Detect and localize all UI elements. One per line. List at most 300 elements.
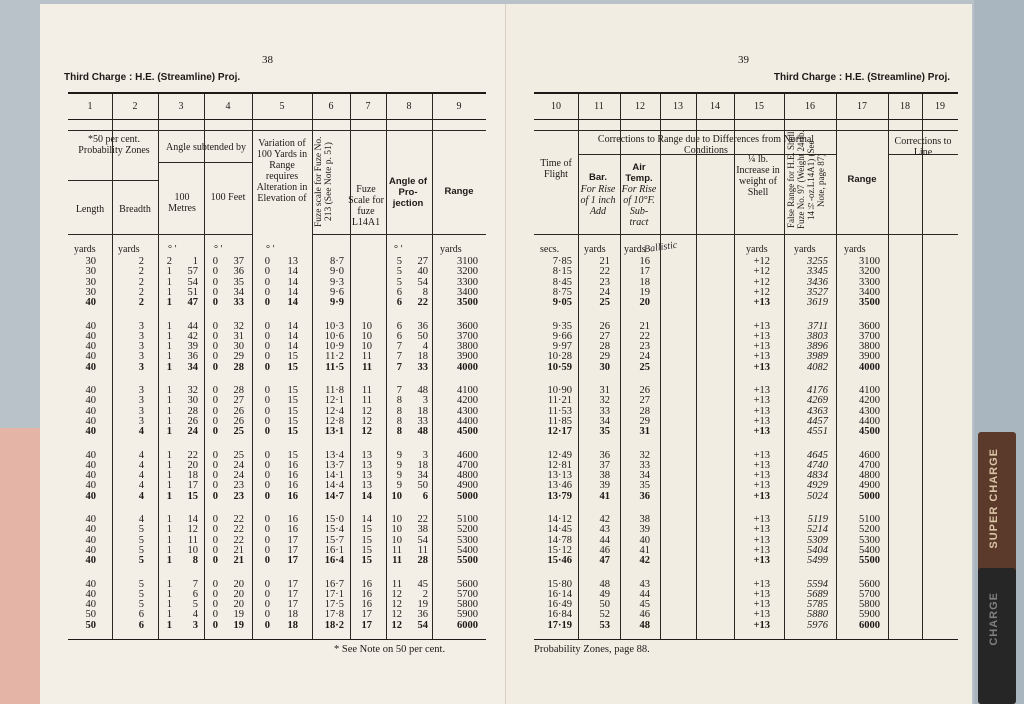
table-cell: 0 <box>264 395 270 407</box>
header-range: Range <box>444 186 474 197</box>
table-cell: 11 <box>361 395 372 407</box>
table-cell: 10·3 <box>324 320 344 332</box>
table-cell: 2 <box>138 276 144 288</box>
table-cell: 1 <box>166 534 172 546</box>
table-cell: 0 <box>264 619 270 631</box>
table-cell: 14·7 <box>324 490 344 502</box>
table-cell: +12 <box>753 256 770 267</box>
table-cell: 12 <box>361 415 372 427</box>
table-cell: 11 <box>361 351 372 363</box>
table-cell: 5 <box>396 256 402 267</box>
table-cell: 16 <box>287 514 298 525</box>
table-cell: 12 <box>391 609 402 621</box>
column-number: 8 <box>406 101 412 112</box>
table-cell: 30 <box>85 256 96 267</box>
table-cell: 44 <box>187 320 198 332</box>
table-cell: 0 <box>212 459 218 471</box>
table-cell: 27 <box>417 256 428 267</box>
table-cell: 15·46 <box>547 555 572 567</box>
table-cell: +13 <box>753 524 770 536</box>
table-cell: 14 <box>287 341 298 353</box>
table-cell: 4900 <box>859 480 880 492</box>
table-cell: 20 <box>233 578 244 590</box>
table-cell: 14 <box>287 266 298 278</box>
table-cell: 13 <box>361 449 372 461</box>
header-100-metres: 100 Metres <box>168 192 196 214</box>
column-number: 12 <box>635 101 645 112</box>
table-cell: 33 <box>599 405 610 417</box>
header-variation: Variation of 100 Yards in Range requires Alteration in Elevation of <box>256 138 308 204</box>
table-cell: 48 <box>639 619 650 631</box>
table-cell: +13 <box>753 544 770 556</box>
table-cell: +13 <box>753 405 770 417</box>
table-cell: 4 <box>422 341 428 353</box>
table-cell: 11·85 <box>547 415 572 427</box>
unit-shell: yards <box>746 244 768 255</box>
table-cell: 40 <box>85 361 96 373</box>
table-cell: 46 <box>639 609 650 621</box>
table-cell: 9·97 <box>552 341 572 353</box>
table-cell: 48 <box>417 385 428 396</box>
table-cell: 40 <box>85 405 96 417</box>
header-range: Range <box>847 174 877 185</box>
table-cell: 7 <box>396 385 402 396</box>
table-cell: 23 <box>599 276 610 288</box>
table-cell: 28 <box>599 341 610 353</box>
table-cell: 1 <box>166 599 172 611</box>
column-number: 11 <box>594 101 604 112</box>
table-cell: 0 <box>264 405 270 417</box>
table-cell: 50 <box>417 480 428 492</box>
table-cell: 44 <box>599 534 610 546</box>
table-cell: 9·3 <box>330 276 344 288</box>
table-cell: 40 <box>85 490 96 502</box>
table-cell: 17 <box>287 555 298 567</box>
table-row <box>68 385 486 395</box>
table-cell: 11·21 <box>547 395 572 407</box>
page-number: 38 <box>262 54 273 66</box>
table-cell: 13 <box>361 459 372 471</box>
table-cell: 5 <box>138 555 144 567</box>
unit-breadth: yards <box>118 244 140 255</box>
table-cell: 24 <box>187 426 198 438</box>
table-row <box>534 579 958 589</box>
table-cell: 32 <box>639 449 650 461</box>
table-cell: 0 <box>212 361 218 373</box>
header-breadth: Breadth <box>119 204 151 215</box>
table-cell: 15 <box>361 524 372 536</box>
header-false-range: False Range for H.E. Shell Fuze No. 97 (Weight 24-lb. 14½-oz.L14A1) (See Note, page 87) <box>786 130 826 230</box>
table-cell: 11 <box>417 544 428 556</box>
table-cell: 14·4 <box>324 480 344 492</box>
table-cell: 0 <box>212 555 218 567</box>
table-cell: 19 <box>233 619 244 631</box>
table-cell: 22 <box>417 297 428 309</box>
table-cell: 17 <box>287 578 298 590</box>
table-cell: 1 <box>166 395 172 407</box>
table-cell: 4 <box>138 480 144 492</box>
table-cell: 3400 <box>457 286 478 298</box>
table-cell: 16 <box>287 459 298 471</box>
table-cell: 10·90 <box>547 385 572 396</box>
table-cell: 16·7 <box>324 578 344 590</box>
table-cell: 4 <box>138 459 144 471</box>
table-cell: 16·49 <box>547 599 572 611</box>
table-cell: 12 <box>391 599 402 611</box>
table-cell: 15 <box>287 395 298 407</box>
table-row <box>68 555 486 565</box>
header-shell-increase: ¼ lb. Increase in weight of Shell <box>736 154 780 198</box>
table-cell: 0 <box>264 256 270 267</box>
table-cell: 40 <box>85 297 96 309</box>
table-cell: 20 <box>187 459 198 471</box>
table-cell: 47 <box>599 555 610 567</box>
table-cell: 2 <box>166 256 172 267</box>
table-cell: 40 <box>639 534 650 546</box>
table-cell: 20 <box>233 588 244 600</box>
table-row <box>68 351 486 361</box>
table-cell: 16·14 <box>547 588 572 600</box>
table-cell: 4200 <box>457 395 478 407</box>
table-cell: 6 <box>396 320 402 332</box>
table-cell: 5100 <box>457 514 478 525</box>
table-cell: 26 <box>233 405 244 417</box>
table-row <box>68 395 486 405</box>
table-cell: 3 <box>422 449 428 461</box>
table-cell: 4645 <box>807 449 828 461</box>
table-cell: 19 <box>233 609 244 621</box>
unit-false-range: yards <box>794 244 816 255</box>
header-rule <box>534 234 958 235</box>
table-cell: 50 <box>85 619 96 631</box>
table-cell: +13 <box>753 361 770 373</box>
column-number: 5 <box>279 101 285 112</box>
table-cell: 32 <box>599 395 610 407</box>
table-cell: 6 <box>138 609 144 621</box>
table-cell: 4176 <box>807 385 828 396</box>
column-number: 3 <box>178 101 184 112</box>
table-cell: 27 <box>599 330 610 342</box>
index-tab-super-charge[interactable] <box>978 432 1016 582</box>
table-row <box>534 362 958 372</box>
table-cell: 17 <box>361 609 372 621</box>
table-cell: 36 <box>417 609 428 621</box>
table-cell: 5 <box>138 524 144 536</box>
table-cell: 10·59 <box>547 361 572 373</box>
left-page-edge <box>0 428 40 704</box>
table-cell: 17 <box>187 480 198 492</box>
table-cell: 5600 <box>457 578 478 590</box>
table-cell: 4 <box>138 514 144 525</box>
table-cell: 36 <box>233 266 244 278</box>
table-cell: 4457 <box>807 415 828 427</box>
unit-feet: ° ′ <box>214 244 223 255</box>
unit-range: yards <box>440 244 462 255</box>
table-cell: 20 <box>639 297 650 309</box>
table-cell: 1 <box>192 256 198 267</box>
table-cell: 8 <box>192 555 198 567</box>
table-cell: 28 <box>233 385 244 396</box>
table-row <box>534 491 958 501</box>
table-cell: +13 <box>753 385 770 396</box>
table-cell: 3527 <box>807 286 828 298</box>
table-cell: 8·45 <box>552 276 572 288</box>
table-cell: 41 <box>639 544 650 556</box>
table-cell: 18 <box>287 609 298 621</box>
column-number: 7 <box>365 101 371 112</box>
table-cell: 36 <box>187 351 198 363</box>
table-cell: 33 <box>639 459 650 471</box>
table-cell: +12 <box>753 266 770 278</box>
table-cell: +13 <box>753 619 770 631</box>
table-cell: 9 <box>396 480 402 492</box>
table-row <box>534 395 958 405</box>
column-number: 9 <box>456 101 462 112</box>
table-cell: 18 <box>417 351 428 363</box>
table-cell: 18 <box>417 405 428 417</box>
table-cell: 40 <box>85 588 96 600</box>
table-cell: 22 <box>233 524 244 536</box>
table-row <box>534 416 958 426</box>
table-cell: 17·19 <box>547 619 572 631</box>
table-cell: 5 <box>138 588 144 600</box>
table-cell: 0 <box>212 534 218 546</box>
table-cell: 28 <box>417 555 428 567</box>
table-row <box>534 470 958 480</box>
header-length: Length <box>75 204 105 215</box>
table-cell: +13 <box>753 470 770 482</box>
table-cell: 28 <box>639 405 650 417</box>
table-cell: 0 <box>212 341 218 353</box>
table-cell: 0 <box>212 619 218 631</box>
table-cell: 0 <box>212 395 218 407</box>
table-cell: 3896 <box>807 341 828 353</box>
table-cell: 34 <box>599 415 610 427</box>
table-cell: 10 <box>391 524 402 536</box>
table-cell: 17 <box>287 544 298 556</box>
table-cell: 8 <box>396 415 402 427</box>
table-row <box>68 256 486 266</box>
table-cell: 22 <box>233 534 244 546</box>
table-cell: 3345 <box>807 266 828 278</box>
table-cell: 15 <box>287 385 298 396</box>
header-corrections-to-range: Corrections to Range due to Differences from Normal Conditions <box>597 134 815 156</box>
table-cell: +13 <box>753 341 770 353</box>
table-cell: 3 <box>192 619 198 631</box>
table-cell: 12 <box>391 588 402 600</box>
table-cell: 0 <box>264 297 270 309</box>
index-tab-dark[interactable] <box>978 568 1016 704</box>
table-cell: 0 <box>212 588 218 600</box>
unit-variation: ° ′ <box>266 244 275 255</box>
table-row <box>68 277 486 287</box>
table-cell: 1 <box>166 619 172 631</box>
table-cell: 54 <box>417 619 428 631</box>
unit-length: yards <box>74 244 96 255</box>
table-cell: 17 <box>287 588 298 600</box>
table-cell: 23 <box>233 490 244 502</box>
table-row <box>534 460 958 470</box>
table-cell: 4 <box>138 426 144 438</box>
table-cell: 9 <box>396 449 402 461</box>
table-cell: 0 <box>264 490 270 502</box>
table-cell: 8 <box>422 286 428 298</box>
table-cell: 40 <box>85 514 96 525</box>
table-cell: 2 <box>138 256 144 267</box>
table-cell: 14 <box>361 490 372 502</box>
header-angle-subtended: Angle subtended by <box>166 142 246 153</box>
table-cell: 4100 <box>859 385 880 396</box>
table-cell: 27 <box>639 395 650 407</box>
table-cell: +13 <box>753 490 770 502</box>
left-page <box>40 4 506 704</box>
table-cell: 1 <box>166 514 172 525</box>
table-cell: 0 <box>264 341 270 353</box>
table-cell: 8 <box>396 405 402 417</box>
table-cell: +13 <box>753 578 770 590</box>
table-cell: 5300 <box>859 534 880 546</box>
table-row <box>534 450 958 460</box>
table-cell: 3 <box>422 395 428 407</box>
table-cell: 5700 <box>859 588 880 600</box>
header-rule <box>534 130 958 131</box>
table-cell: 0 <box>212 266 218 278</box>
table-cell: 0 <box>264 276 270 288</box>
table-cell: 17·1 <box>324 588 344 600</box>
table-cell: 5880 <box>807 609 828 621</box>
table-cell: 38 <box>599 470 610 482</box>
table-row <box>68 579 486 589</box>
table-cell: 3800 <box>859 341 880 353</box>
page-number: 39 <box>738 54 749 66</box>
table-cell: 10 <box>187 544 198 556</box>
table-cell: 4551 <box>807 426 828 438</box>
table-cell: 3 <box>138 385 144 396</box>
table-cell: 3600 <box>457 320 478 332</box>
table-row <box>534 609 958 619</box>
table-cell: 21 <box>233 555 244 567</box>
table-cell: 4082 <box>807 361 828 373</box>
table-cell: 25 <box>639 361 650 373</box>
table-row <box>68 321 486 331</box>
table-cell: 5689 <box>807 588 828 600</box>
table-cell: 4 <box>192 609 198 621</box>
table-cell: 17·8 <box>324 609 344 621</box>
table-cell: 4363 <box>807 405 828 417</box>
table-cell: 0 <box>264 449 270 461</box>
table-cell: 34 <box>233 286 244 298</box>
table-cell: 30 <box>233 341 244 353</box>
table-cell: 11·8 <box>325 385 344 396</box>
table-cell: 13·7 <box>324 459 344 471</box>
table-row <box>534 256 958 266</box>
table-cell: 26 <box>187 415 198 427</box>
table-cell: 40 <box>85 599 96 611</box>
table-row <box>534 406 958 416</box>
table-cell: 12 <box>361 405 372 417</box>
table-cell: 41 <box>599 490 610 502</box>
table-cell: 6 <box>192 588 198 600</box>
table-cell: 35 <box>639 480 650 492</box>
table-cell: 47 <box>187 297 198 309</box>
table-cell: 12·81 <box>547 459 572 471</box>
header-rule <box>68 234 252 235</box>
table-cell: 4 <box>138 449 144 461</box>
table-cell: 11 <box>187 534 198 546</box>
table-cell: 8·7 <box>330 256 344 267</box>
table-cell: 26 <box>233 415 244 427</box>
table-cell: 12·1 <box>324 395 344 407</box>
table-cell: 3200 <box>859 266 880 278</box>
table-cell: 0 <box>264 524 270 536</box>
table-cell: 5400 <box>457 544 478 556</box>
column-number: 4 <box>225 101 231 112</box>
table-cell: 9·0 <box>330 266 344 278</box>
table-cell: 3100 <box>457 256 478 267</box>
table-cell: 5 <box>396 276 402 288</box>
table-cell: 8·15 <box>552 266 572 278</box>
column-number: 16 <box>805 101 815 112</box>
table-cell: 19 <box>639 286 650 298</box>
table-cell: 14 <box>187 514 198 525</box>
right-page <box>506 4 972 704</box>
unit-metres: ° ′ <box>168 244 177 255</box>
table-cell: 0 <box>212 609 218 621</box>
table-cell: 36 <box>599 449 610 461</box>
table-cell: 11 <box>391 578 402 590</box>
table-cell: 10·28 <box>547 351 572 363</box>
table-row <box>68 297 486 307</box>
table-cell: 32 <box>233 320 244 332</box>
table-cell: 14 <box>361 514 372 525</box>
table-cell: 3900 <box>457 351 478 363</box>
table-cell: 24 <box>599 286 610 298</box>
table-cell: 43 <box>599 524 610 536</box>
table-cell: 5500 <box>859 555 880 567</box>
table-row <box>534 341 958 351</box>
table-cell: 0 <box>264 320 270 332</box>
table-cell: 50 <box>85 609 96 621</box>
table-cell: 13 <box>287 256 298 267</box>
table-cell: 4740 <box>807 459 828 471</box>
table-cell: 4269 <box>807 395 828 407</box>
table-cell: 3900 <box>859 351 880 363</box>
table-cell: 53 <box>599 619 610 631</box>
table-cell: 21 <box>233 544 244 556</box>
table-cell: 5000 <box>859 490 880 502</box>
table-row <box>534 385 958 395</box>
table-cell: 0 <box>264 578 270 590</box>
table-cell: 5800 <box>859 599 880 611</box>
table-cell: 31 <box>233 330 244 342</box>
header-100-feet: 100 Feet <box>210 192 246 203</box>
table-cell: 54 <box>417 276 428 288</box>
table-cell: 10 <box>361 320 372 332</box>
table-cell: 18 <box>417 459 428 471</box>
table-cell: 7 <box>396 341 402 353</box>
table-cell: 5214 <box>807 524 828 536</box>
table-cell: +13 <box>753 514 770 525</box>
table-cell: 30 <box>85 286 96 298</box>
table-cell: 5976 <box>807 619 828 631</box>
table-cell: 10 <box>361 341 372 353</box>
table-cell: 22 <box>639 330 650 342</box>
table-cell: 1 <box>166 480 172 492</box>
table-cell: 40 <box>85 449 96 461</box>
table-cell: 5900 <box>457 609 478 621</box>
table-row <box>534 351 958 361</box>
table-cell: 13 <box>361 470 372 482</box>
